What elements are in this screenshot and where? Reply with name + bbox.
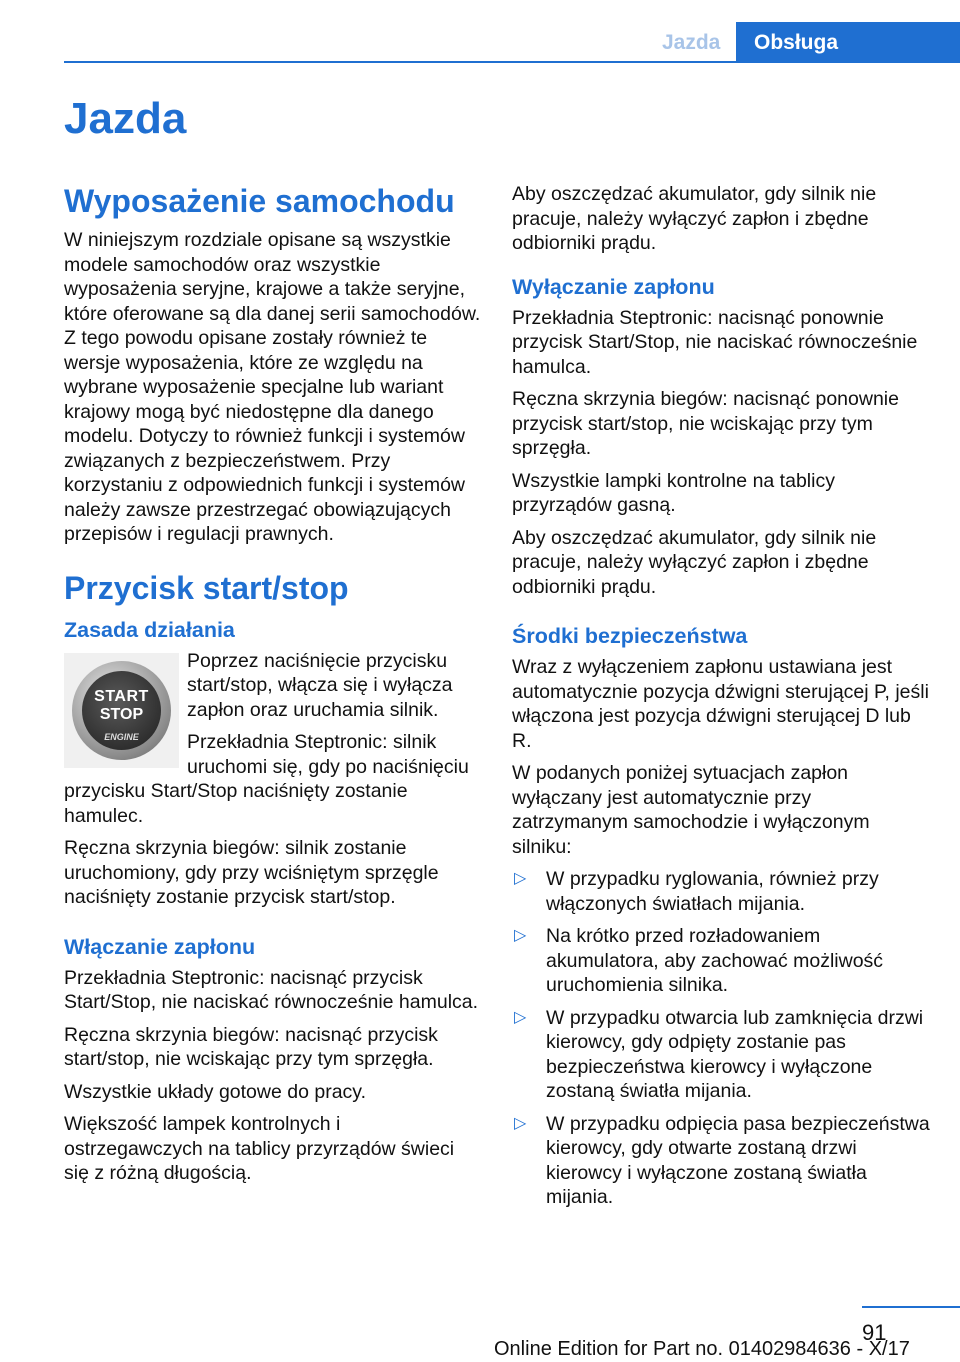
figure-label-stop: STOP — [99, 705, 144, 723]
paragraph-equipment: W niniejszym rozdziale opisane są wszystkie modele samochodów oraz wszystkie wyposażenia seryjne, krajowe a także seryjne, które oferowane są dla danej serii samochodów. Z tego powodu opisane zostały również te wersje wyposażenia, które ze względu na wybrane wyposażenie specjalne lub wariant krajowy mogą być niedostępne dla danego modelu. Dotyczy to również funkcji i systemów związanych z bezpieczeństwem. Przy korzystaniu z odpowiednich funkcji i systemów należy zawsze przestrzegać obowiązujących przepisów i regulacji prawnych. — [64, 229, 481, 545]
figure-label-start: START — [94, 687, 149, 705]
page-header — [0, 0, 960, 62]
heading-ignition-on: Włączanie zapłonu — [64, 934, 256, 959]
heading-ignition-off: Wyłączanie zapłonu — [512, 274, 715, 299]
heading-start-stop-button: Przycisk start/stop — [64, 569, 349, 606]
safety-bullet-list — [512, 867, 930, 1210]
list-item — [512, 924, 930, 998]
triangle-bullet-icon: ▷ — [514, 1008, 527, 1026]
list-item-text: W przypadku ryglowania, również przy włączonych światłach mijania. — [546, 868, 879, 915]
paragraph-principle-3: Ręczna skrzynia biegów: silnik zostanie uruchomiony, gdy przy wciśniętym sprzęgle naciśnięty zostanie przycisk start/stop. — [64, 837, 439, 908]
list-item-text: W przypadku odpięcia pasa bezpieczeństwa kierowcy, gdy otwarte zostaną drzwi kierowcy i wyłączone zostaną światła mijania. — [546, 1112, 930, 1208]
paragraph-principle-2: Przekładnia Steptronic: silnik uruchomi się, gdy po naciśnięciu przycisku Start/Stop naciśnięty zostanie hamulec. — [64, 731, 469, 827]
heading-principle: Zasada działania — [64, 617, 235, 642]
page-number: 91 — [862, 1320, 887, 1345]
left-column — [64, 182, 482, 1194]
footer-edition: Online Edition for Part no. 01402984636 - X/17 — [494, 1338, 910, 1360]
start-stop-button-face — [82, 671, 161, 750]
header-section-label: Jazda — [662, 31, 721, 54]
paragraph-ignition-on-3: Wszystkie układy gotowe do pracy. — [64, 1080, 367, 1103]
heading-safety: Środki bezpieczeństwa — [512, 624, 748, 648]
start-stop-button-bezel — [72, 661, 171, 760]
list-item — [512, 1112, 930, 1210]
paragraph-safety-2: W podanych poniżej sytuacjach zapłon wyłączany jest automatycznie przy zatrzymanym samochodzie i wyłączonym silniku: — [512, 762, 870, 858]
paragraph-ignition-on-1: Przekładnia Steptronic: nacisnąć przycisk Start/Stop, nie naciskać równocześnie hamulca. — [64, 966, 479, 1013]
list-item — [512, 867, 930, 916]
paragraph-principle-1: Poprzez naciśnięcie przycisku start/stop, włącza się i wyłącza zapłon oraz uruchamia silnik. — [187, 649, 453, 721]
paragraph-safety-1: Wraz z wyłączeniem zapłonu ustawiana jest automatycznie pozycja dźwigni sterującej P, jeśli włączona jest pozycja dźwigni sterującej D lub R. — [512, 656, 929, 752]
page-title: Jazda — [64, 94, 187, 143]
list-item-text: Na krótko przed rozładowaniem akumulatora, aby zachować możliwość uruchomienia silnika. — [546, 925, 884, 996]
figure-label-engine: ENGINE — [104, 731, 139, 742]
list-item-text: W przypadku otwarcia lub zamknięcia drzwi kierowcy, gdy odpięty zostanie pas bezpieczeństwa kierowcy i wyłączone zostaną światła mijania. — [546, 1006, 924, 1102]
list-item — [512, 1006, 930, 1104]
paragraph-ignition-on-4: Większość lampek kontrolnych i ostrzegawczych na tablicy przyrządów świeci się z różną długością. — [64, 1113, 455, 1184]
paragraph-ignition-off-1: Przekładnia Steptronic: nacisnąć ponownie przycisk Start/Stop, nie naciskać równocześnie hamulca. — [512, 306, 918, 378]
paragraph-ignition-off-2: Ręczna skrzynia biegów: nacisnąć ponownie przycisk start/stop, nie wciskając przy tym sprzęgła. — [512, 388, 899, 459]
paragraph-ignition-on-2: Ręczna skrzynia biegów: nacisnąć przycisk start/stop, nie wciskając przy tym sprzęgła. — [64, 1023, 438, 1070]
header-divider — [64, 61, 960, 63]
triangle-bullet-icon: ▷ — [514, 870, 527, 887]
page-number-divider — [862, 1306, 960, 1308]
paragraph-battery-1: Aby oszczędzać akumulator, gdy silnik nie pracuje, należy wyłączyć zapłon i zbędne odbiorniki prądu. — [512, 183, 877, 254]
paragraph-ignition-off-3: Wszystkie lampki kontrolne na tablicy przyrządów gasną. — [512, 469, 835, 516]
header-chapter-tab: Obsługa — [736, 22, 960, 62]
heading-equipment: Wyposażenie samochodu — [64, 183, 455, 219]
triangle-bullet-icon: ▷ — [514, 927, 527, 944]
paragraph-battery-2: Aby oszczędzać akumulator, gdy silnik nie pracuje, należy wyłączyć zapłon i zbędne odbiorniki prądu. — [512, 526, 877, 598]
start-stop-button-figure — [64, 653, 179, 768]
triangle-bullet-icon: ▷ — [514, 1114, 527, 1132]
right-column — [512, 182, 930, 1218]
